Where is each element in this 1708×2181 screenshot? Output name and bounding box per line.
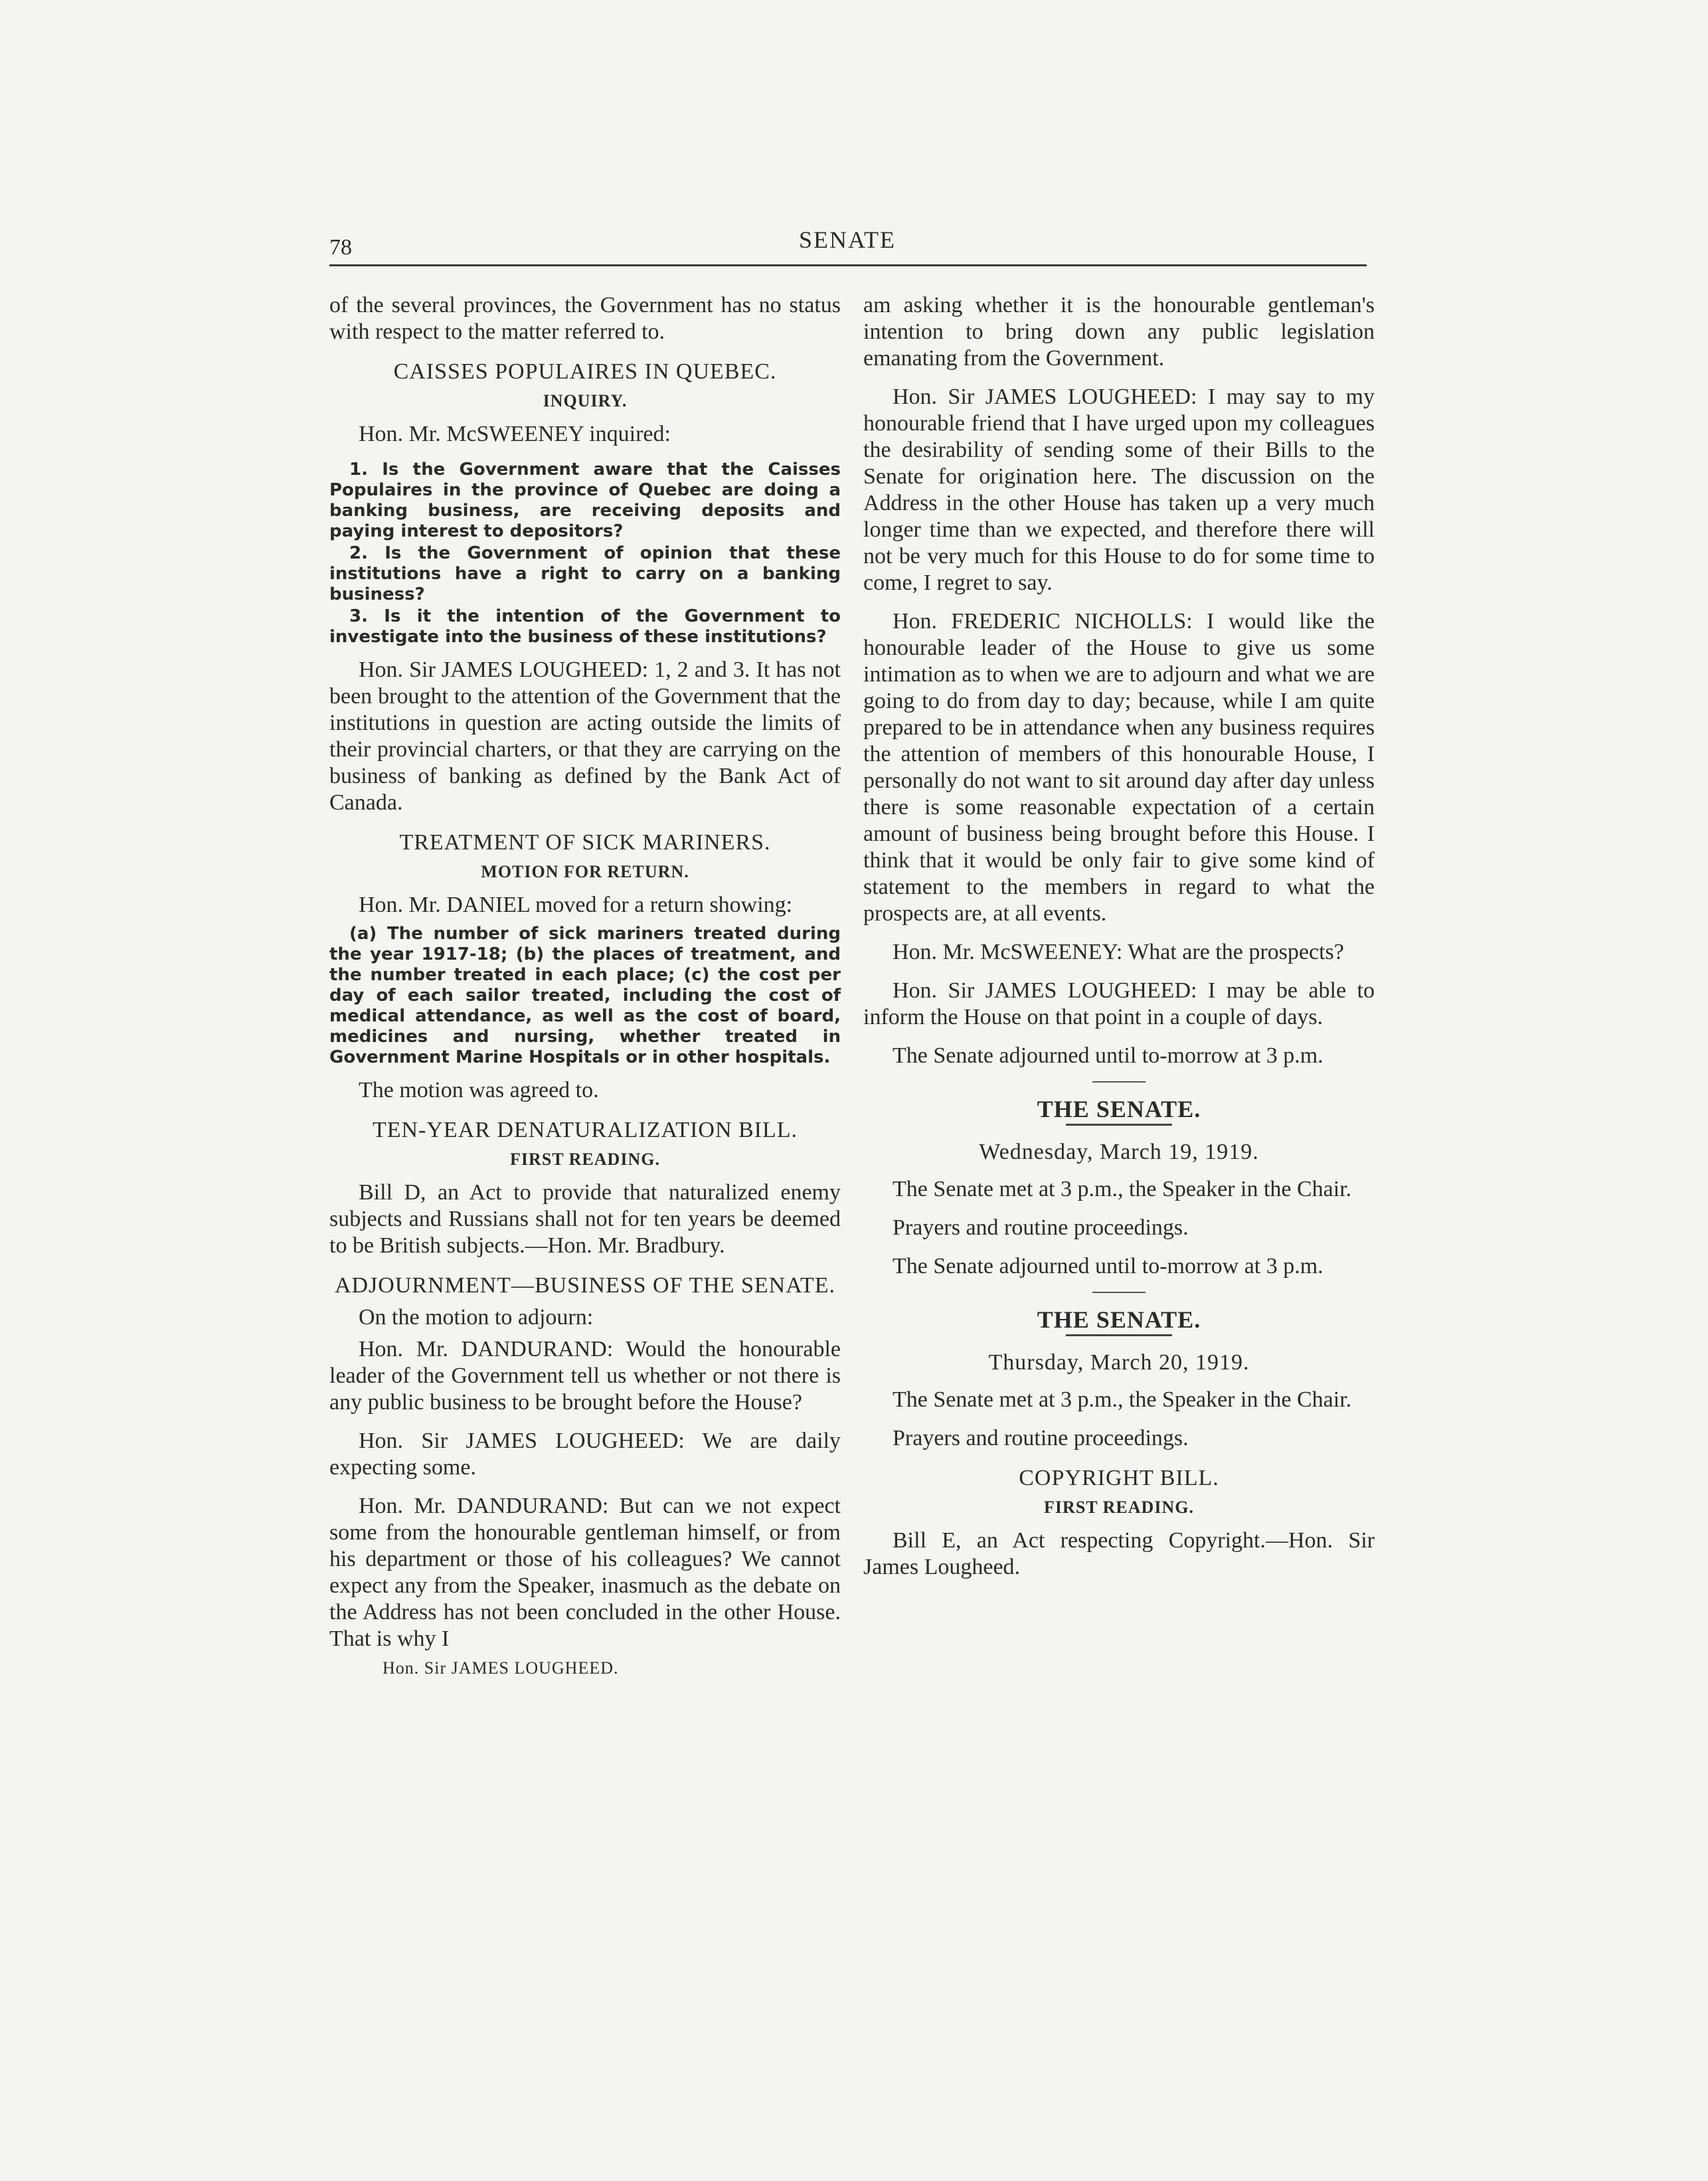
question: 3. Is it the intention of the Government to investigate into the business of these institutions?	[329, 606, 841, 647]
section-subheading: INQUIRY.	[543, 391, 628, 410]
page-header	[329, 226, 1365, 266]
section-subheading: FIRST READING.	[1044, 1498, 1194, 1517]
paragraph: Prayers and routine proceedings.	[893, 1426, 1189, 1450]
paragraph: Hon. Mr. McSWEENEY inquired:	[359, 422, 671, 446]
paragraph: Hon. Mr. DANIEL moved for a return showing:	[359, 893, 793, 917]
separator-rule	[1092, 1081, 1146, 1083]
section-heading: CAISSES POPULAIRES IN QUEBEC.	[393, 359, 777, 384]
paragraph: Bill D, an Act to provide that naturalized enemy subjects and Russians shall not for ten years be deemed to be British subjects.—Hon. Mr. Bradbury.	[329, 1180, 841, 1258]
paragraph: The Senate adjourned until to-morrow at 3 p.m.	[893, 1254, 1324, 1278]
paragraph: am asking whether it is the honourable gentleman's intention to bring down any public legislation emanating from the Government.	[863, 293, 1375, 371]
paragraph: The Senate met at 3 p.m., the Speaker in the Chair.	[893, 1177, 1352, 1201]
section-heading: TREATMENT OF SICK MARINERS.	[399, 830, 771, 855]
paragraph: of the several provinces, the Government has no status with respect to the matter referred to.	[329, 293, 841, 344]
separator-rule	[1092, 1292, 1146, 1293]
paragraph: Bill E, an Act respecting Copyright.—Hon. Sir James Lougheed.	[863, 1528, 1375, 1579]
paragraph: Hon. Sir JAMES LOUGHEED: We are daily expecting some.	[329, 1429, 841, 1480]
paragraph: The Senate adjourned until to-morrow at 3 p.m.	[893, 1043, 1324, 1068]
sitting-date: Wednesday, March 19, 1919.	[979, 1140, 1259, 1164]
section-heading: ADJOURNMENT—BUSINESS OF THE SENATE.	[334, 1273, 836, 1298]
paragraph: The Senate met at 3 p.m., the Speaker in the Chair.	[893, 1387, 1352, 1412]
section-subheading: MOTION FOR RETURN.	[481, 862, 689, 881]
sitting-title: THE SENATE.	[1037, 1096, 1201, 1122]
question: 1. Is the Government aware that the Caisses Populaires in the province of Quebec are doing a banking business, are receiving deposits and paying interest to depositors?	[329, 460, 841, 541]
paragraph: Hon. Mr. DANDURAND: But can we not expect some from the honourable gentleman himself, or from his department or those of his colleagues? We cannot expect any from the Speaker, inasmuch as the debate on the Address has not been concluded in the other House. That is why I	[329, 1494, 841, 1651]
right-column	[863, 292, 1375, 1593]
paragraph: On the motion to adjourn:	[359, 1305, 594, 1330]
running-head: SENATE	[799, 226, 896, 253]
title-underline	[1066, 1334, 1172, 1336]
section-heading: TEN-YEAR DENATURALIZATION BILL.	[372, 1118, 798, 1142]
page-number: 78	[329, 235, 352, 260]
paragraph: The motion was agreed to.	[359, 1078, 599, 1102]
sitting-title: THE SENATE.	[1037, 1306, 1201, 1333]
left-column	[329, 292, 841, 1679]
section-heading: COPYRIGHT BILL.	[1019, 1466, 1219, 1490]
page-footer: Hon. Sir JAMES LOUGHEED.	[383, 1658, 619, 1678]
paragraph: Prayers and routine proceedings.	[893, 1215, 1189, 1240]
paragraph: Hon. Mr. DANDURAND: Would the honourable leader of the Government tell us whether or not there is any public business to be brought before the House?	[329, 1337, 841, 1415]
sitting-date: Thursday, March 20, 1919.	[988, 1350, 1250, 1375]
paragraph: Hon. Sir JAMES LOUGHEED: I may say to my honourable friend that I have urged upon my colleagues the desirability of sending some of their Bills to the Senate for origination here. The discussion on the Address in the other House has taken up a very much longer time than we expected, and therefore there will not be very much for this House to do for some time to come, I regret to say.	[863, 385, 1375, 595]
section-subheading: FIRST READING.	[510, 1150, 660, 1169]
question: 2. Is the Government of opinion that these institutions have a right to carry on a banking business?	[329, 543, 841, 604]
paragraph: Hon. Sir JAMES LOUGHEED: 1, 2 and 3. It has not been brought to the attention of the Government that the institutions in question are acting outside the limits of their provincial charters, or that they are carrying on the business of banking as defined by the Bank Act of Canada.	[329, 657, 841, 815]
paragraph: Hon. FREDERIC NICHOLLS: I would like the honourable leader of the House to give us some intimation as to when we are to adjourn and what we are going to do from day to day; because, while I am quite prepared to be in attendance when any business requires the attention of members of this honourable House, I personally do not want to sit around day after day unless there is some reasonable expectation of a certain amount of business being brought before this House. I think that it would be only fair to give some kind of statement to the members in regard to what the prospects are, at all events.	[863, 609, 1375, 926]
paragraph: Hon. Sir JAMES LOUGHEED: I may be able to inform the House on that point in a couple of days.	[863, 978, 1375, 1029]
paragraph: Hon. Mr. McSWEENEY: What are the prospects?	[893, 940, 1344, 964]
header-rule	[329, 264, 1367, 266]
return-items: (a) The number of sick mariners treated during the year 1917-18; (b) the places of treatment, and the number treated in each place; (c) the cost per day of each sailor treated, including the cost of medical attendance, as well as the cost of board, medicines and nursing, whether treated in Government Marine Hospitals or in other hospitals.	[329, 924, 841, 1067]
title-underline	[1066, 1124, 1172, 1126]
